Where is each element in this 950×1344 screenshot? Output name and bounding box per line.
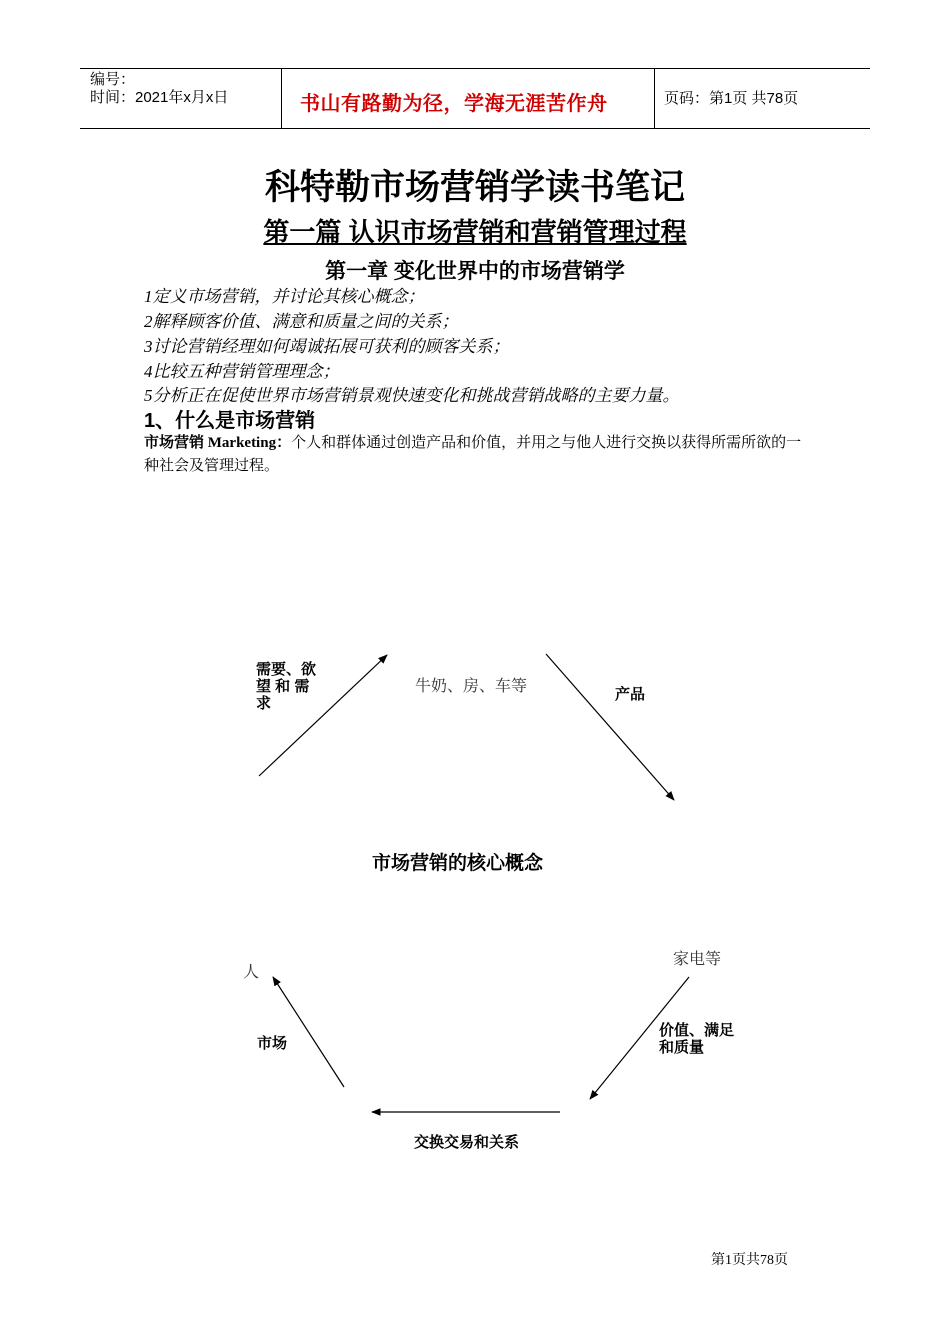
diagram-center-title: 市场营销的核心概念 <box>372 853 544 874</box>
objective-item-3: 3讨论营销经理如何竭诚拓展可获利的顾客关系； <box>144 337 510 356</box>
footer-page-number: 第1页共78页 <box>711 1253 788 1268</box>
arrow-market-to-people <box>273 977 344 1087</box>
objective-item-1: 1定义市场营销，并讨论其核心概念； <box>144 287 425 306</box>
label-value-satisfaction-quality: 价值、满足 和质量 <box>659 1022 735 1056</box>
chapter-title: 第一章 变化世界中的市场营销学 <box>325 260 625 283</box>
label-market: 市场 <box>257 1035 288 1052</box>
label-needs-wants-demands: 需要、欲 望 和 需 求 <box>256 661 317 712</box>
part-title: 第一篇 认识市场营销和营销管理过程 <box>263 217 687 247</box>
label-example-goods: 牛奶、房、车等 <box>415 678 528 695</box>
header-number-label: 编号： <box>90 71 136 88</box>
header-page-info: 页码：第1页 共78页 <box>664 90 799 107</box>
objective-item-2: 2解释顾客价值、满意和质量之间的关系； <box>144 312 459 331</box>
label-exchange: 交换交易和关系 <box>414 1134 520 1151</box>
document-title: 科特勒市场营销学读书笔记 <box>264 168 685 207</box>
label-product: 产品 <box>615 686 646 703</box>
arrow-products-down <box>546 654 674 800</box>
objective-item-4: 4比较五种营销管理理念； <box>144 362 340 381</box>
definition-term: 市场营销 Marketing： <box>144 435 292 451</box>
label-people: 人 <box>243 964 260 981</box>
header-time-label: 时间：2021年x月x日 <box>90 89 229 106</box>
definition-text: 个人和群体通过创造产品和价值，并用之与他人进行交换以获得所需所欲的一种社会及管理过程。 <box>144 435 802 474</box>
section-heading: 1、什么是市场营销 <box>144 410 316 432</box>
header-motto: 书山有路勤为径，学海无涯苦作舟 <box>300 93 608 115</box>
objective-item-5: 5分析正在促使世界市场营销景观快速变化和挑战营销战略的主要力量。 <box>144 386 680 405</box>
label-appliances: 家电等 <box>673 951 722 968</box>
